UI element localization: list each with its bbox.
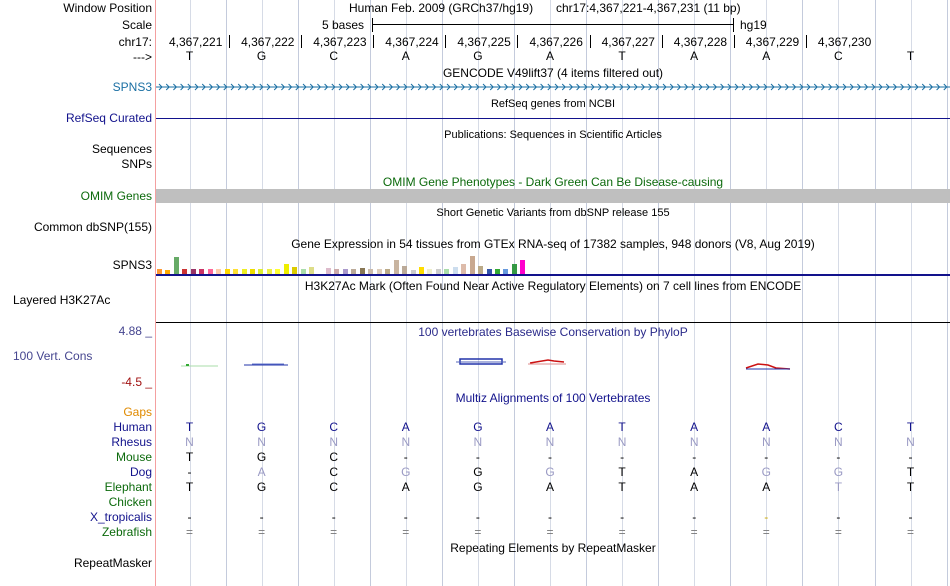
strand-chevron — [281, 84, 284, 90]
sequence-base: C — [834, 49, 843, 63]
scale-bar-right-tick — [733, 18, 734, 32]
gtex-tissue-bar[interactable] — [470, 256, 475, 274]
gtex-tissue-bar[interactable] — [402, 266, 407, 274]
alignment-base-xtrop: - — [259, 510, 264, 524]
strand-chevron — [461, 84, 464, 90]
strand-chevron — [893, 84, 896, 90]
alignment-base-human: C — [329, 420, 339, 434]
track-label-xtrop[interactable]: X_tropicalis — [89, 510, 152, 524]
ruler-tick — [806, 35, 807, 48]
alignment-base-elephant: A — [762, 480, 771, 494]
alignment-base-rhesus: N — [401, 435, 411, 449]
strand-chevron — [613, 84, 616, 90]
gtex-gene-line — [156, 274, 950, 276]
alignment-base-human: T — [618, 420, 626, 434]
gridline — [226, 0, 227, 586]
strand-chevron — [375, 84, 378, 90]
strand-chevron — [490, 84, 493, 90]
alignment-base-elephant: A — [401, 480, 410, 494]
strand-chevron — [562, 84, 565, 90]
strand-chevron — [397, 84, 400, 90]
sequence-base: T — [185, 49, 194, 63]
gridline — [550, 0, 551, 586]
ruler-position-label: 4,367,225 — [457, 35, 511, 49]
strand-chevron — [771, 84, 774, 90]
strand-chevron — [569, 84, 572, 90]
strand-chevron — [533, 84, 536, 90]
ruler-tick — [662, 35, 663, 48]
ruler-tick — [445, 35, 446, 48]
gencode-gene-spns3[interactable] — [156, 0, 950, 586]
alignment-base-elephant: C — [329, 480, 339, 494]
strand-chevron — [339, 84, 342, 90]
strand-chevron — [483, 84, 486, 90]
ruler-position-label: 4,367,221 — [169, 35, 223, 49]
gtex-tissue-bar[interactable] — [292, 267, 297, 274]
refseq-track-title: RefSeq genes from NCBI — [490, 98, 616, 110]
alignment-base-mouse: - — [692, 450, 697, 464]
strand-chevron — [634, 84, 637, 90]
gridline — [586, 0, 587, 586]
sequence-base: A — [762, 49, 771, 63]
alignment-base-mouse: - — [475, 450, 480, 464]
alignment-base-xtrop: - — [475, 510, 480, 524]
alignment-base-elephant: T — [834, 480, 843, 494]
gtex-tissue-bar[interactable] — [394, 260, 399, 274]
track-label-h3k27ac[interactable]: Layered H3K27Ac — [13, 293, 111, 307]
alignment-base-xtrop: - — [692, 510, 697, 524]
alignment-base-mouse: - — [403, 450, 408, 464]
gtex-tissue-bar[interactable] — [478, 266, 483, 274]
alignment-base-human: G — [256, 420, 267, 434]
gtex-tissue-bar[interactable] — [520, 260, 525, 274]
strand-chevron — [195, 84, 198, 90]
gencode-track-title: GENCODE V49lift37 (4 items filtered out) — [442, 66, 664, 80]
strand-chevron — [749, 84, 752, 90]
alignment-base-human: A — [545, 420, 554, 434]
alignment-base-elephant: T — [618, 480, 626, 494]
strand-chevron — [209, 84, 212, 90]
alignment-base-zebrafish: = — [402, 525, 410, 539]
strand-chevron — [303, 84, 306, 90]
strand-chevron — [915, 84, 918, 90]
strand-chevron — [865, 84, 868, 90]
ruler-position-label: 4,367,230 — [817, 35, 872, 49]
alignment-base-mouse: T — [185, 450, 194, 464]
alignment-base-rhesus: N — [329, 435, 339, 449]
track-label-window-position[interactable]: Window Position — [63, 1, 152, 15]
track-label-phylop-min[interactable]: -4.5 _ — [121, 375, 152, 389]
gridline — [766, 0, 767, 586]
sequence-base: G — [473, 49, 483, 63]
track-label-omim[interactable]: OMIM Genes — [80, 189, 152, 203]
track-label-vert-cons[interactable]: 100 Vert. Cons — [13, 349, 93, 363]
strand-chevron — [361, 84, 364, 90]
strand-chevron — [353, 84, 356, 90]
alignment-base-zebrafish: = — [474, 525, 482, 539]
alignment-base-xtrop: - — [764, 510, 769, 524]
ruler-position-label: 4,367,227 — [601, 35, 655, 49]
assembly-title: Human Feb. 2009 (GRCh37/hg19) — [349, 1, 534, 15]
track-label-spns3-gencode[interactable]: SPNS3 — [112, 80, 152, 94]
alignment-base-rhesus: N — [761, 435, 771, 449]
track-label-zebrafish[interactable]: Zebrafish — [101, 525, 152, 539]
strand-chevron — [735, 84, 738, 90]
gridline — [694, 0, 695, 586]
dbsnp-track-title: Short Genetic Variants from dbSNP release 155 — [436, 207, 670, 219]
gridline — [478, 0, 479, 586]
repeatmasker-track-title: Repeating Elements by RepeatMasker — [450, 541, 656, 555]
alignment-base-dog: - — [187, 465, 192, 479]
ruler-tick — [734, 35, 735, 48]
ruler-tick — [373, 35, 374, 48]
track-label-rhesus[interactable]: Rhesus — [111, 435, 152, 449]
alignment-base-mouse: C — [329, 450, 339, 464]
track-label-gaps[interactable]: Gaps — [123, 405, 152, 419]
alignment-base-dog: G — [545, 465, 555, 479]
gridline — [730, 0, 731, 586]
alignment-base-rhesus: N — [545, 435, 555, 449]
gridline — [622, 0, 623, 586]
alignment-base-dog: A — [257, 465, 266, 479]
gridline — [298, 0, 299, 586]
alignment-base-mouse: - — [764, 450, 769, 464]
track-label-phylop-max[interactable]: 4.88 _ — [118, 324, 152, 338]
alignment-base-zebrafish: = — [690, 525, 698, 539]
alignment-base-xtrop: - — [548, 510, 552, 524]
alignment-base-mouse: - — [836, 450, 841, 464]
alignment-base-mouse: - — [620, 450, 625, 464]
track-label-dbsnp[interactable]: Common dbSNP(155) — [33, 220, 152, 234]
strand-chevron — [677, 84, 680, 90]
alignment-base-elephant: T — [906, 480, 915, 494]
strand-chevron — [346, 84, 349, 90]
strand-chevron — [541, 84, 544, 90]
strand-chevron — [497, 84, 500, 90]
gtex-tissue-bar[interactable] — [461, 264, 466, 274]
sequence-base: C — [329, 49, 339, 63]
strand-chevron — [699, 84, 702, 90]
alignment-base-dog: G — [833, 465, 844, 479]
strand-chevron — [922, 84, 925, 90]
alignment-base-xtrop: - — [620, 510, 625, 524]
track-label-chr[interactable]: chr17: — [118, 35, 152, 49]
alignment-base-human: G — [473, 420, 483, 434]
refseq-gene-line[interactable] — [156, 118, 950, 119]
strand-chevron — [742, 84, 745, 90]
alignment-base-rhesus: N — [473, 435, 483, 449]
alignment-base-human: A — [762, 420, 771, 434]
alignment-base-dog: C — [329, 465, 339, 479]
strand-chevron — [807, 84, 810, 90]
alignment-base-elephant: T — [185, 480, 194, 494]
alignment-base-zebrafish: = — [618, 525, 626, 539]
gtex-tissue-bar[interactable] — [512, 264, 517, 274]
track-label-sequences[interactable]: Sequences — [91, 142, 152, 156]
track-label-repeatmasker[interactable]: RepeatMasker — [73, 556, 152, 570]
strand-chevron — [418, 84, 421, 90]
strand-chevron — [166, 84, 169, 90]
strand-chevron — [843, 84, 846, 90]
alignment-base-mouse: - — [908, 450, 913, 464]
multiz-track-title: Multiz Alignments of 100 Vertebrates — [455, 391, 651, 405]
strand-chevron — [627, 84, 630, 90]
alignment-base-dog: G — [401, 465, 411, 479]
scale-text: 5 bases — [322, 18, 365, 32]
strand-chevron — [245, 84, 248, 90]
alignment-base-zebrafish: = — [185, 525, 193, 539]
track-label-snps[interactable]: SNPs — [121, 157, 152, 171]
strand-chevron — [173, 84, 176, 90]
phylop-signal[interactable] — [156, 0, 950, 586]
strand-chevron — [937, 84, 940, 90]
alignment-base-dog: A — [690, 465, 699, 479]
strand-chevron — [706, 84, 709, 90]
sequence-base: T — [618, 49, 626, 63]
strand-chevron — [605, 84, 608, 90]
alignment-base-dog: T — [618, 465, 626, 479]
strand-chevron — [793, 84, 796, 90]
ruler-tick — [229, 35, 230, 48]
alignment-base-xtrop: - — [331, 510, 336, 524]
track-label-chicken[interactable]: Chicken — [108, 495, 152, 509]
gridline — [370, 0, 371, 586]
strand-chevron — [857, 84, 860, 90]
strand-chevron — [181, 84, 184, 90]
strand-chevron — [289, 84, 292, 90]
strand-chevron — [929, 84, 932, 90]
strand-chevron — [159, 84, 162, 90]
alignment-base-rhesus: N — [689, 435, 699, 449]
ruler-tick — [517, 35, 518, 48]
strand-chevron — [829, 84, 832, 90]
omim-track-title: OMIM Gene Phenotypes - Dark Green Can Be Disease-causing — [382, 175, 724, 189]
strand-chevron — [757, 84, 760, 90]
strand-chevron — [713, 84, 716, 90]
strand-chevron — [850, 84, 853, 90]
strand-chevron — [411, 84, 414, 90]
strand-chevron — [317, 84, 320, 90]
gridline — [875, 0, 876, 586]
gridline — [514, 0, 515, 586]
scale-bar — [372, 24, 734, 25]
strand-chevron — [901, 84, 904, 90]
strand-chevron — [641, 84, 644, 90]
track-label-mouse[interactable]: Mouse — [115, 450, 152, 464]
alignment-base-rhesus: N — [257, 435, 266, 449]
sequence-base: A — [401, 49, 410, 63]
position-title: chr17:4,367,221-4,367,231 (11 bp) — [556, 1, 741, 15]
strand-chevron — [879, 84, 882, 90]
publications-track-title: Publications: Sequences in Scientific Articles — [444, 129, 662, 141]
sequence-base: T — [906, 49, 915, 63]
ruler-position-label: 4,367,226 — [529, 35, 583, 49]
alignment-base-mouse: - — [548, 450, 552, 464]
strand-chevron — [591, 84, 594, 90]
scale-bar-left-tick — [372, 18, 373, 32]
strand-chevron — [267, 84, 270, 90]
gtex-tissue-bar[interactable] — [174, 257, 179, 274]
alignment-base-human: A — [690, 420, 699, 434]
h3k27ac-track-title: H3K27Ac Mark (Often Found Near Active Regulatory Elements) on 7 cell lines from ENCODE — [304, 279, 802, 293]
strand-chevron — [310, 84, 313, 90]
track-label-strand[interactable]: ---> — [133, 50, 152, 64]
alignment-base-xtrop: - — [187, 510, 192, 524]
alignment-base-zebrafish: = — [906, 525, 914, 539]
gtex-tissue-bar[interactable] — [453, 267, 458, 274]
gridline — [838, 0, 839, 586]
strand-chevron — [685, 84, 688, 90]
scale-db: hg19 — [740, 18, 767, 32]
strand-chevron — [454, 84, 457, 90]
alignment-base-elephant: G — [473, 480, 483, 494]
gridline — [802, 0, 803, 586]
alignment-base-zebrafish: = — [258, 525, 266, 539]
strand-chevron — [577, 84, 580, 90]
gtex-tissue-bar[interactable] — [309, 267, 314, 274]
strand-chevron — [238, 84, 241, 90]
track-label-refseq[interactable]: RefSeq Curated — [65, 111, 152, 125]
alignment-base-xtrop: - — [403, 510, 408, 524]
gridline — [406, 0, 407, 586]
strand-chevron — [821, 84, 824, 90]
alignment-base-xtrop: - — [908, 510, 913, 524]
strand-chevron — [555, 84, 558, 90]
ruler-tick — [590, 35, 591, 48]
alignment-base-dog: T — [906, 465, 915, 479]
strand-chevron — [505, 84, 508, 90]
strand-chevron — [274, 84, 277, 90]
sequence-base: A — [690, 49, 699, 63]
strand-chevron — [382, 84, 385, 90]
ruler-position-label: 4,367,229 — [745, 35, 800, 49]
track-data-area[interactable] — [156, 0, 950, 586]
strand-chevron — [389, 84, 392, 90]
ruler-position-label: 4,367,223 — [313, 35, 367, 49]
alignment-base-human: C — [834, 420, 843, 434]
strand-chevron — [663, 84, 666, 90]
h3k27ac-baseline — [156, 322, 950, 323]
strand-chevron — [886, 84, 889, 90]
strand-chevron — [649, 84, 652, 90]
gridline — [658, 0, 659, 586]
alignment-base-rhesus: N — [185, 435, 194, 449]
gridline — [190, 0, 191, 586]
alignment-base-dog: G — [473, 465, 483, 479]
alignment-base-zebrafish: = — [330, 525, 338, 539]
strand-chevron — [253, 84, 256, 90]
ruler-position-label: 4,367,228 — [673, 35, 728, 49]
strand-chevron — [425, 84, 428, 90]
strand-chevrons — [159, 84, 947, 90]
sequence-base: G — [256, 49, 267, 63]
strand-chevron — [814, 84, 817, 90]
alignment-base-rhesus: N — [906, 435, 915, 449]
track-label-human[interactable]: Human — [113, 420, 152, 434]
ruler-position-label: 4,367,222 — [241, 35, 295, 49]
phylop-track-title: 100 vertebrates Basewise Conservation by PhyloP — [418, 325, 688, 339]
strand-chevron — [217, 84, 220, 90]
track-label-scale[interactable]: Scale — [121, 18, 152, 32]
strand-chevron — [721, 84, 724, 90]
strand-chevron — [231, 84, 234, 90]
strand-chevron — [526, 84, 529, 90]
omim-gene-bar[interactable] — [156, 189, 950, 203]
strand-chevron — [778, 84, 781, 90]
alignment-base-rhesus: N — [617, 435, 627, 449]
strand-chevron — [469, 84, 472, 90]
alignment-base-zebrafish: = — [546, 525, 554, 539]
strand-chevron — [519, 84, 522, 90]
alignment-base-zebrafish: = — [762, 525, 770, 539]
strand-chevron — [202, 84, 205, 90]
ruler-tick — [301, 35, 302, 48]
track-label-panel — [0, 0, 155, 586]
gtex-tissue-bar[interactable] — [284, 264, 289, 274]
gridline — [334, 0, 335, 586]
gtex-track-title: Gene Expression in 54 tissues from GTEx RNA-seq of 17382 samples, 948 donors (V8, Aug 2019) — [291, 237, 815, 251]
alignment-base-mouse: G — [256, 450, 267, 464]
strand-chevron — [433, 84, 436, 90]
alignment-base-elephant: A — [690, 480, 699, 494]
strand-chevron — [598, 84, 601, 90]
gridline — [947, 0, 948, 586]
alignment-base-elephant: A — [545, 480, 554, 494]
track-label-spns3-gtex[interactable]: SPNS3 — [112, 258, 152, 272]
strand-chevron — [785, 84, 788, 90]
ruler-position-label: 4,367,224 — [385, 35, 439, 49]
gtex-tissue-bar[interactable] — [419, 267, 424, 274]
alignment-base-xtrop: - — [836, 510, 841, 524]
alignment-base-elephant: G — [256, 480, 267, 494]
strand-chevron — [325, 84, 328, 90]
strand-chevron — [447, 84, 450, 90]
gridline — [911, 0, 912, 586]
alignment-base-human: T — [906, 420, 915, 434]
gridline — [262, 0, 263, 586]
track-label-dog[interactable]: Dog — [129, 465, 152, 479]
alignment-base-human: A — [401, 420, 410, 434]
alignment-base-rhesus: N — [834, 435, 843, 449]
alignment-base-zebrafish: = — [834, 525, 842, 539]
alignment-base-human: T — [185, 420, 194, 434]
strand-chevron — [670, 84, 673, 90]
gridline — [442, 0, 443, 586]
gtex-expression-bars[interactable] — [156, 254, 950, 274]
sequence-base: A — [545, 49, 554, 63]
track-label-elephant[interactable]: Elephant — [104, 480, 152, 494]
alignment-base-dog: G — [761, 465, 771, 479]
